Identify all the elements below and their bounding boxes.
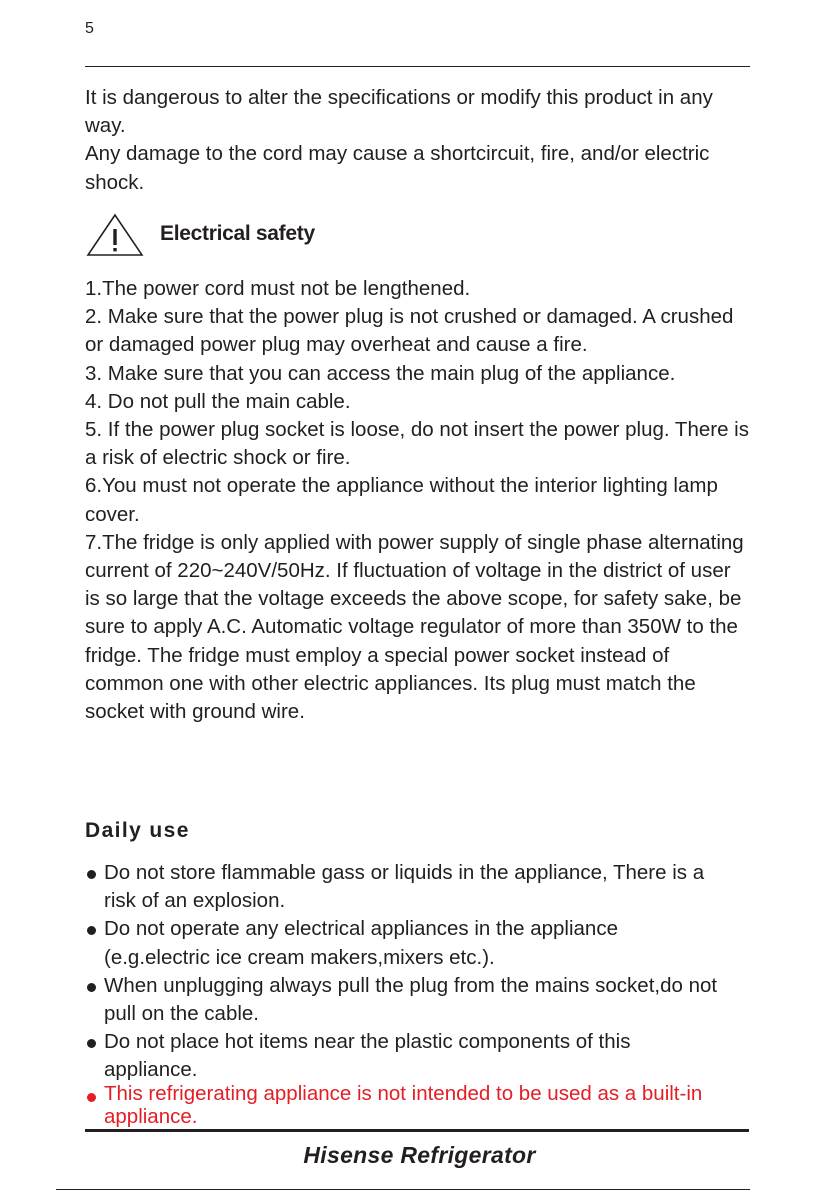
list-item: When unplugging always pull the plug from the mains socket,do not pull on the cable. xyxy=(85,972,725,1028)
bullet-dot-icon xyxy=(87,1039,96,1048)
list-item: Do not place hot items near the plastic components of this appliance. xyxy=(85,1028,725,1084)
bullet-dot-icon xyxy=(87,1093,96,1102)
list-item: 1.The power cord must not be lengthened. xyxy=(85,277,471,300)
built-in-warning-note: This refrigerating appliance is not intended to be used as a built-in appliance. xyxy=(85,1082,704,1128)
footer-brand: Hisense Refrigerator xyxy=(303,1142,536,1168)
list-item: 2. Make sure that the power plug is not crushed or damaged. A crushed or damaged power plug may overheat and cause a fire. xyxy=(85,305,734,357)
list-item: 5. If the power plug socket is loose, do not insert the power plug. There is a risk of electric shock or fire. xyxy=(85,418,749,470)
bullet-dot-icon xyxy=(87,983,96,992)
list-item: 7.The fridge is only applied with power supply of single phase alternating current of 220~240V/50Hz. If fluctuation of voltage in the district of user is so large that the voltage exceeds the above scope, for safety sake, be sure to apply A.C. Automatic voltage regulator of more than 350W to the fridge. The fridge must employ a special power socket instead of common one with other electric appliances. Its plug must match the socket with ground wire. xyxy=(85,530,744,724)
list-item: Do not operate any electrical appliances in the appliance (e.g.electric ice cream makers,mixers etc.). xyxy=(85,915,725,971)
footer-rule xyxy=(85,1129,749,1132)
intro-paragraph: Any damage to the cord may cause a shortcircuit, fire, and/or electric shock. xyxy=(85,142,710,194)
list-item: 6.You must not operate the appliance without the interior lighting lamp cover. xyxy=(85,474,718,526)
list-item: Do not store flammable gass or liquids in the appliance, There is a risk of an explosion. xyxy=(85,859,725,915)
list-item: 4. Do not pull the main cable. xyxy=(85,389,351,413)
warning-triangle-icon xyxy=(86,213,144,257)
bullet-dot-icon xyxy=(87,870,96,879)
intro-paragraph: It is dangerous to alter the specifications or modify this product in any way. xyxy=(85,86,713,138)
top-rule xyxy=(85,66,750,67)
electrical-safety-list xyxy=(85,275,750,726)
bottom-rule xyxy=(56,1189,750,1190)
daily-use-title: Daily use xyxy=(85,819,190,842)
bullet-dot-icon xyxy=(87,926,96,935)
intro-text xyxy=(85,84,755,197)
list-item: 3. Make sure that you can access the main plug of the appliance. xyxy=(85,361,676,385)
page-number: 5 xyxy=(85,20,94,37)
electrical-safety-title: Electrical safety xyxy=(160,222,315,245)
daily-use-list xyxy=(85,859,725,1085)
